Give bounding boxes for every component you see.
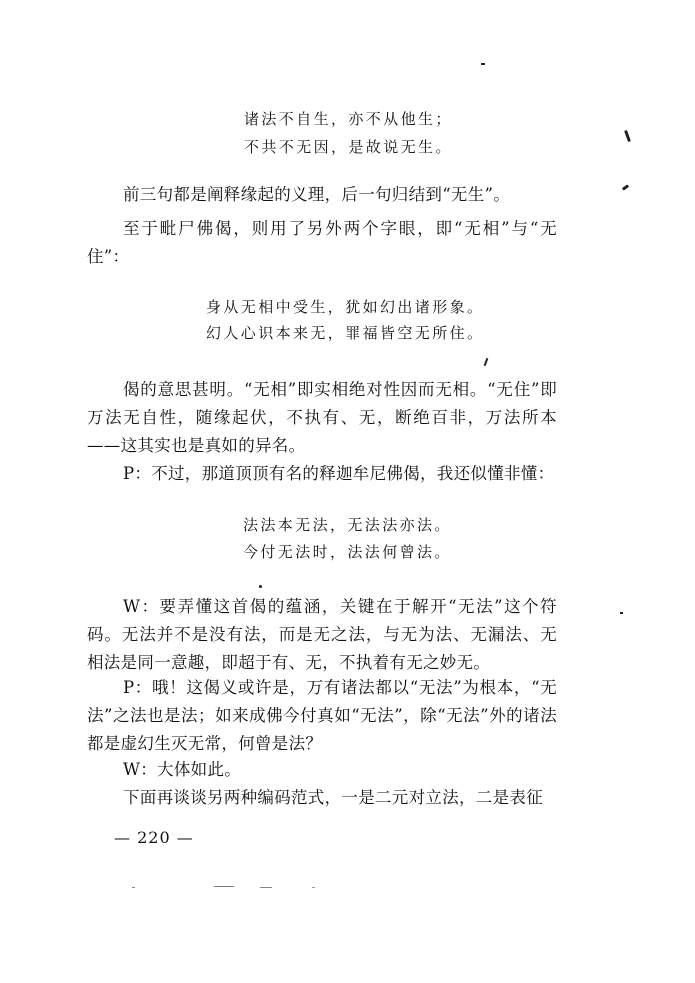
paragraph-1: 前三句都是阐释缘起的义理，后一句归结到“无生”。 <box>123 185 511 204</box>
scan-speck <box>259 585 262 588</box>
paragraph-6: P：哦！这偈义或许是，万有诸法都以“无法”为根本，“无法”之法也是法；如来成佛今付真如“无法”，除“无法”外的诸法都是虚幻生灭无常，何曾是法？ <box>87 678 557 753</box>
scan-speck <box>260 887 272 888</box>
verse-1-line-1: 诸法不自生，亦不从他生； <box>244 110 453 128</box>
verse-1-line-2: 不共不无因，是故说无生。 <box>244 138 453 156</box>
paragraph-5: W：要弄懂这首偈的蕴涵，关键在于解开“无法”这个符码。无法并不是没有法，而是无之法，与无为法、无漏法、无相法是同一意趣，即超于有、无，不执着有无之妙无。 <box>87 597 557 672</box>
page-number: — 220 — <box>114 828 194 847</box>
scan-speck <box>484 358 489 366</box>
paragraph-2: 至于毗尸佛偈，则用了另外两个字眼，即“无相”与“无住”： <box>87 219 557 266</box>
scan-speck <box>624 130 631 142</box>
scan-speck <box>620 612 623 614</box>
scan-speck <box>312 887 315 888</box>
paragraph-4: P：不过，那道顶顶有名的释迦牟尼佛偈，我还似懂非懂： <box>123 464 555 483</box>
verse-3-line-2: 今付无法时，法法何曾法。 <box>243 543 452 561</box>
verse-3-line-1: 法法本无法，无法法亦法。 <box>243 516 452 534</box>
paragraph-7: W：大体如此。 <box>123 760 242 779</box>
scan-speck <box>622 184 629 190</box>
verse-2-line-2: 幻人心识本来无，罪福皆空无所住。 <box>206 324 485 342</box>
verse-2-line-1: 身从无相中受生，犹如幻出诸形象。 <box>206 298 485 316</box>
scan-speck <box>132 887 135 888</box>
paragraph-3: 偈的意思甚明。“无相”即实相绝对性因而无相。“无住”即万法无自性，随缘起伏，不执有、无，断绝百非，万法所本——这其实也是真如的异名。 <box>87 380 557 455</box>
paragraph-8: 下面再谈谈另两种编码范式，一是二元对立法，二是表征 <box>123 788 543 807</box>
scan-speck <box>214 886 234 887</box>
scan-speck <box>481 63 485 65</box>
